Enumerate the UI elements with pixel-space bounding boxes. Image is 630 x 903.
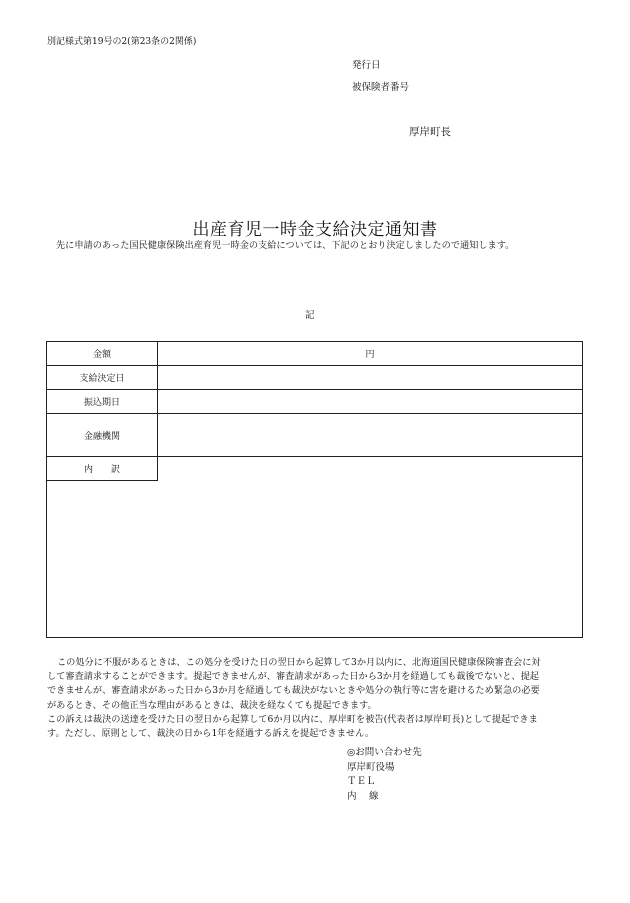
appeal-paragraph-2: この訴えは裁決の送達を受けた日の翌日から起算して6か月以内に、厚岸町を被告(代表者は厚岸町長)として提起できます。ただし、原則として、裁決の日から1年を経過する訴えを提起できません。 bbox=[47, 713, 538, 740]
decision-date-label: 支給決定日 bbox=[47, 366, 158, 389]
decision-date-value bbox=[158, 366, 582, 389]
bank-label: 金融機関 bbox=[47, 414, 158, 456]
table-row-bank bbox=[47, 414, 582, 457]
contact-tel: ＴＥＬ bbox=[347, 776, 376, 787]
contact-heading: ◎お問い合わせ先 bbox=[347, 747, 422, 758]
document-title: 出産育児一時金支給決定通知書 bbox=[192, 220, 438, 240]
table-row-amount bbox=[47, 342, 582, 366]
breakdown-label: 内 訳 bbox=[47, 457, 158, 481]
transfer-date-value bbox=[158, 390, 582, 413]
transfer-date-label: 振込期日 bbox=[47, 390, 158, 413]
amount-label: 金額 bbox=[47, 342, 158, 365]
appeal-notice bbox=[47, 656, 547, 741]
ki-heading: 記 bbox=[305, 310, 315, 321]
form-number: 別記様式第19号の2(第23条の2関係) bbox=[47, 37, 197, 47]
table-row-transfer-date bbox=[47, 390, 582, 414]
contact-office: 厚岸町役場 bbox=[347, 761, 395, 773]
amount-value: 円 bbox=[365, 350, 375, 360]
appeal-paragraph-1: この処分に不服があるときは、この処分を受けた日の翌日から起算して3か月以内に、北海道国民健康保険審査会に対して審査請求することができます。提起できませんが、審査請求があった日から3か月を経過しても裁後でないと、提起できませんが、審査請求があった日から3か月を経過しても裁決がないときや処分の執行等に害を避けるため緊急の必要があるとき、その他正当な理由があるときは、裁決を経なくても提起できます。 bbox=[47, 657, 541, 711]
table-row-decision-date bbox=[47, 366, 582, 390]
issue-date-label: 発行日 bbox=[352, 60, 381, 71]
contact-extension: 内 線 bbox=[347, 790, 379, 802]
contact-block bbox=[347, 746, 422, 804]
intro-text: 先に申請のあった国民健康保険出産育児一時金の支給については、下記のとおり決定しましたので通知します。 bbox=[56, 240, 515, 251]
bank-value bbox=[158, 414, 582, 456]
details-table bbox=[46, 341, 583, 638]
insured-number-label: 被保険者番号 bbox=[352, 82, 410, 93]
issuer-name: 厚岸町長 bbox=[409, 126, 451, 138]
